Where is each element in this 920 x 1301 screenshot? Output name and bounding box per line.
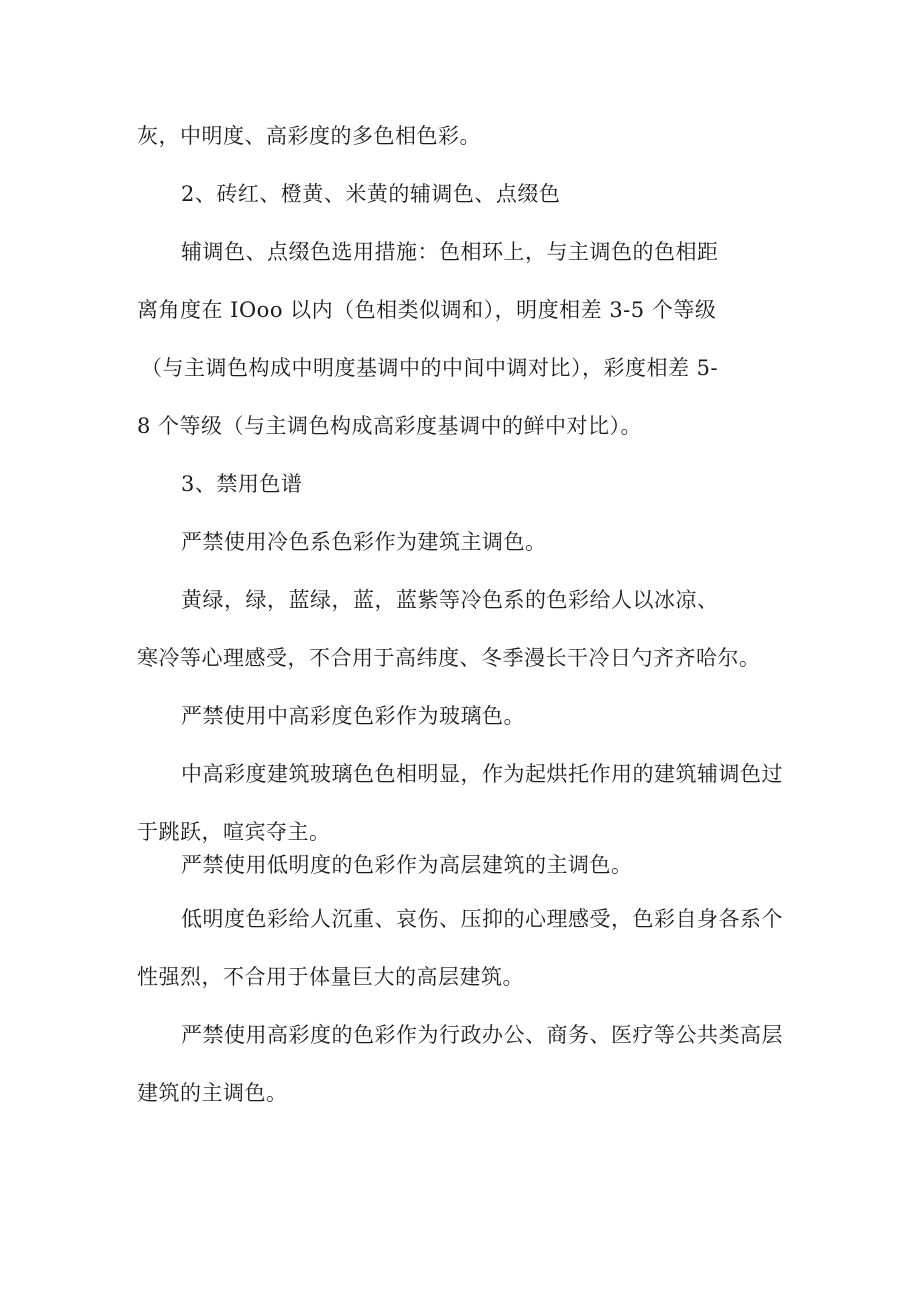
text-line-5: （与主调色构成中明度基调中的中间中调对比），彩度相差 5- — [141, 356, 719, 380]
text-line-15: 低明度色彩给人沉重、哀伤、压抑的心理感受，色彩自身各系个 — [181, 907, 783, 931]
text-line-17: 严禁使用高彩度的色彩作为行政办公、商务、医疗等公共类高层 — [181, 1023, 783, 1047]
text-line-14: 严禁使用低明度的色彩作为高层建筑的主调色。 — [181, 853, 633, 877]
section-heading-2: 2、砖红、橙黄、米黄的辅调色、点缀色 — [181, 182, 561, 206]
text-line-1: 灰，中明度、高彩度的多色相色彩。 — [137, 124, 481, 148]
text-line-18: 建筑的主调色。 — [137, 1081, 288, 1105]
text-line-13: 于跳跃，喧宾夺主。 — [137, 820, 331, 844]
section-heading-3: 3、禁用色谱 — [181, 472, 303, 496]
text-line-16: 性强烈，不合用于体量巨大的高层建筑。 — [137, 965, 524, 989]
text-line-10: 寒冷等心理感受，不合用于高纬度、冬季漫长干冷日勺齐齐哈尔。 — [137, 646, 761, 670]
text-line-9: 黄绿，绿，蓝绿，蓝，蓝紫等冷色系的色彩给人以冰凉、 — [181, 588, 719, 612]
text-line-11: 严禁使用中高彩度色彩作为玻璃色。 — [181, 704, 525, 728]
text-line-6: 8 个等级（与主调色构成高彩度基调中的鲜中对比）。 — [137, 414, 643, 438]
text-line-3: 辅调色、点缀色选用措施：色相环上，与主调色的色相距 — [181, 240, 719, 264]
text-line-12: 中高彩度建筑玻璃色色相明显，作为起烘托作用的建筑辅调色过 — [181, 762, 783, 786]
text-line-8: 严禁使用冷色系色彩作为建筑主调色。 — [181, 530, 547, 554]
text-line-4: 离角度在 IOoo 以内（色相类似调和），明度相差 3-5 个等级 — [137, 298, 717, 322]
